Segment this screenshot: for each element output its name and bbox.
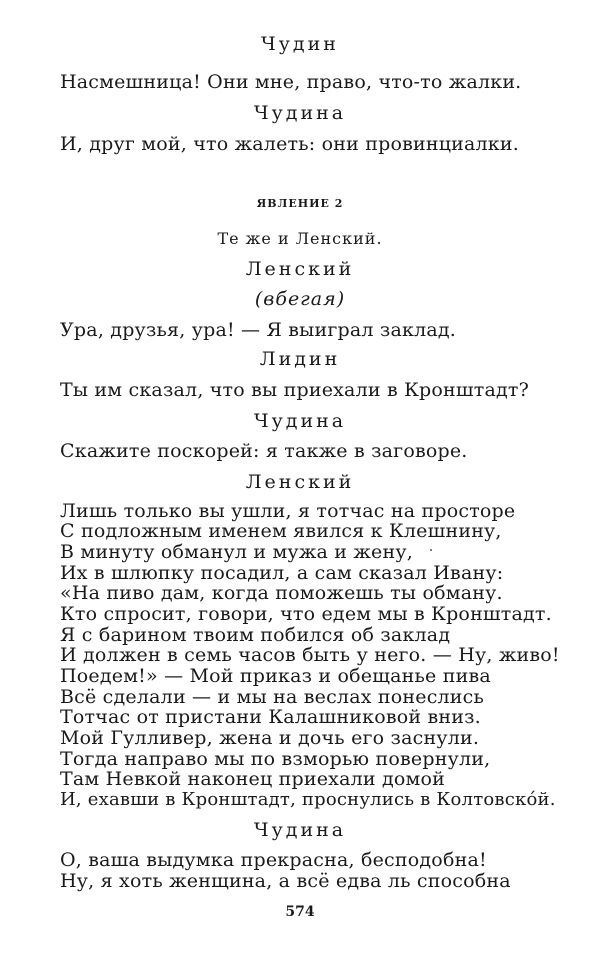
speaker-name: Чудина	[253, 819, 347, 841]
dialogue-line: И, друг мой, что жалеть: они провинциалки.	[60, 133, 519, 155]
monologue-line: С подложным именем явился к Клешнину,	[60, 520, 502, 542]
stage-direction: Те же и Ленский.	[217, 229, 383, 248]
monologue-line: И, ехавши в Кронштадт, проснулись в Колтовско́й.	[60, 789, 556, 810]
dialogue-line: О, ваша выдумка прекрасна, бесподобна!	[60, 849, 487, 871]
dialogue-line: Ты им сказал, что вы приехали в Кронштадт?	[60, 379, 529, 401]
monologue-line: Кто спросит, говори, что едем мы в Кронштадт.	[60, 603, 552, 625]
speaker-name: Чудин	[261, 33, 339, 55]
speaker-name: Ленский	[245, 258, 355, 280]
monologue-line: Всё сделали — и мы на веслах понеслись	[60, 686, 485, 708]
dialogue-line: Скажите поскорей: я также в заговоре.	[60, 440, 468, 462]
monologue-line: И должен в семь часов быть у него. — Ну, живо!	[60, 644, 560, 666]
dialogue-line: Ну, я хоть женщина, а всё едва ль способна	[60, 870, 511, 892]
page-number: 574	[285, 904, 315, 920]
print-speck	[430, 549, 432, 551]
dialogue-line: Насмешница! Они мне, право, что-то жалки.	[60, 71, 522, 93]
monologue-line: Я с барином твоим побился об заклад	[60, 624, 451, 646]
monologue-line: Тотчас от пристани Калашниковой вниз.	[60, 706, 481, 728]
scene-heading: ЯВЛЕНИЕ 2	[256, 197, 344, 210]
entering-direction: (вбегая)	[254, 288, 346, 310]
speaker-name: Ленский	[245, 471, 355, 493]
speaker-name: Чудина	[253, 102, 347, 124]
monologue-line: Их в шлюпку посадил, а сам сказал Ивану:	[60, 562, 504, 584]
monologue-line: В минуту обманул и мужа и жену,	[60, 541, 413, 563]
monologue-line: Поедем!» — Мой приказ и обещанье пива	[60, 665, 491, 687]
speaker-name: Лидин	[259, 348, 341, 370]
monologue-line: Тогда направо мы по взморью повернули,	[60, 748, 491, 770]
speaker-name: Чудина	[253, 410, 347, 432]
monologue-line: Лишь только вы ушли, я тотчас на просторе	[60, 500, 516, 522]
monologue-line: «На пиво дам, когда поможешь ты обману.	[60, 582, 503, 604]
dialogue-line: Ура, друзья, ура! — Я выиграл заклад.	[60, 319, 457, 341]
monologue-line: Мой Гулливер, жена и дочь его заснули.	[60, 727, 480, 749]
monologue-line: Там Невкой наконец приехали домой	[60, 768, 445, 790]
